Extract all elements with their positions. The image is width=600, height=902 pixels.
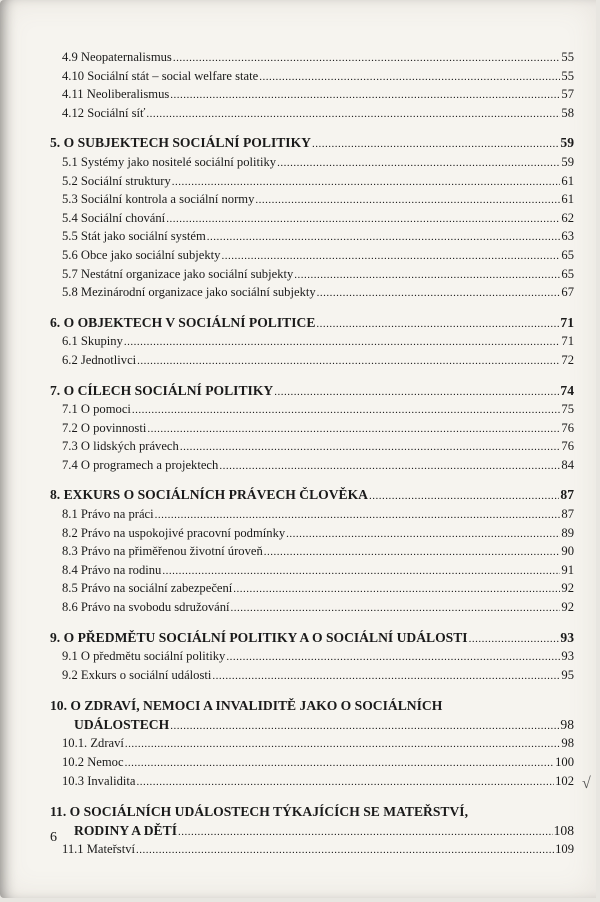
toc-entry: 5.3 Sociální kontrola a sociální normy ..... 61 [50, 190, 574, 209]
toc-entry: 6.1 Skupiny ..... 71 [50, 332, 574, 351]
toc-entry: 5.2 Sociální struktury ..... 61 [50, 172, 574, 191]
toc-entry: 7.4 O programech a projektech ..... 84 [50, 456, 574, 475]
toc-entry: 10.2 Nemoc ..... 100 [50, 753, 574, 772]
toc-entry: 8.6 Právo na svobodu sdružování ..... 92 [50, 598, 574, 617]
toc-chapter-7: 7. O CÍLECH SOCIÁLNÍ POLITIKY ..... 74 [50, 382, 574, 401]
toc-entry: 10.3 Invalidita ..... 102 [50, 772, 574, 791]
toc-entry: 8.5 Právo na sociální zabezpečení ..... 92 [50, 579, 574, 598]
toc-entry: 5.5 Stát jako sociální systém ..... 63 [50, 227, 574, 246]
handwritten-check-mark: √ [582, 775, 591, 792]
toc-entry: 5.6 Obce jako sociální subjekty ..... 65 [50, 246, 574, 265]
toc-chapter-6: 6. O OBJEKTECH V SOCIÁLNÍ POLITICE ..... 71 [50, 314, 574, 333]
toc-entry: 4.10 Sociální stát – social welfare state ..... 55 [50, 67, 574, 86]
page-number: 6 [50, 830, 57, 845]
table-of-contents [50, 48, 574, 859]
toc-entry: 11.1 Mateřství ..... 109 [50, 840, 574, 859]
toc-entry: 4.9 Neopaternalismus ..... 55 [50, 48, 574, 67]
toc-entry: 5.8 Mezinárodní organizace jako sociální subjekty ..... 67 [50, 283, 574, 302]
toc-entry: 5.7 Nestátní organizace jako sociální subjekty ..... 65 [50, 265, 574, 284]
toc-entry: 7.1 O pomoci ..... 75 [50, 400, 574, 419]
toc-entry: 5.1 Systémy jako nositelé sociální politiky ..... 59 [50, 153, 574, 172]
toc-entry: 4.12 Sociální síť ..... 58 [50, 104, 574, 123]
chapter-title-continuation: RODINY A DĚTÍ ..... 108 [50, 821, 574, 840]
toc-chapter-5: 5. O SUBJEKTECH SOCIÁLNÍ POLITIKY ..... 59 [50, 134, 574, 153]
toc-chapter-10 [50, 696, 574, 734]
chapter-title-continuation: UDÁLOSTECH ..... 98 [50, 715, 574, 734]
toc-entry: 4.11 Neoliberalismus ..... 57 [50, 85, 574, 104]
toc-entry: 10.1. Zdraví ..... 98 [50, 734, 574, 753]
toc-entry: 7.3 O lidských právech ..... 76 [50, 437, 574, 456]
toc-entry: 8.2 Právo na uspokojivé pracovní podmínky ..... 89 [50, 524, 574, 543]
toc-entry: 9.1 O předmětu sociální politiky ..... 93 [50, 647, 574, 666]
toc-entry: 7.2 O povinnosti ..... 76 [50, 419, 574, 438]
toc-chapter-8: 8. EXKURS O SOCIÁLNÍCH PRÁVECH ČLOVĚKA ..... 87 [50, 486, 574, 505]
toc-entry: 8.1 Právo na práci ..... 87 [50, 505, 574, 524]
chapter-title-line: 11. O SOCIÁLNÍCH UDÁLOSTECH TÝKAJÍCÍCH SE MATEŘSTVÍ, [50, 804, 468, 820]
toc-chapter-11 [50, 802, 574, 840]
chapter-title-line: 10. O ZDRAVÍ, NEMOCI A INVALIDITĚ JAKO O SOCIÁLNÍCH [50, 698, 443, 714]
toc-entry: 8.4 Právo na rodinu ..... 91 [50, 561, 574, 580]
toc-entry: 6.2 Jednotlivci ..... 72 [50, 351, 574, 370]
toc-chapter-9: 9. O PŘEDMĚTU SOCIÁLNÍ POLITIKY A O SOCIÁLNÍ UDÁLOSTI ..... 93 [50, 629, 574, 648]
toc-entry: 5.4 Sociální chování ..... 62 [50, 209, 574, 228]
toc-entry: 8.3 Právo na přiměřenou životní úroveň ..... 90 [50, 542, 574, 561]
toc-entry: 9.2 Exkurs o sociální události ..... 95 [50, 666, 574, 685]
